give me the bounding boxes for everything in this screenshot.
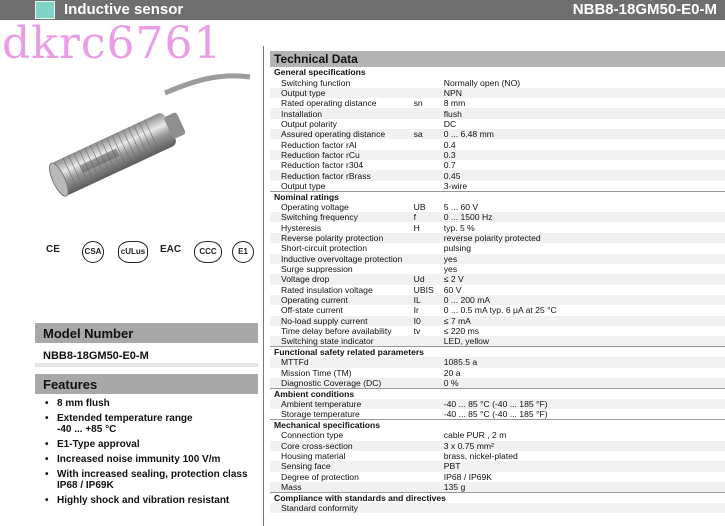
spec-row <box>270 482 725 493</box>
feature-item <box>45 454 258 465</box>
spec-label: Housing material <box>281 451 346 462</box>
spec-label: Core cross-section <box>270 441 414 451</box>
spec-value: 60 V <box>443 284 462 295</box>
spec-label: Output type <box>281 180 326 191</box>
spec-row <box>270 77 725 87</box>
spec-label: Operating current <box>270 295 414 305</box>
spec-row <box>270 212 725 222</box>
spec-row <box>270 430 725 440</box>
feature-text: Highly shock and vibration resistant <box>57 495 230 506</box>
spec-value: DC <box>443 118 457 129</box>
spec-category-title: Compliance with standards and directives <box>274 493 446 503</box>
spec-symbol <box>414 430 444 440</box>
spec-category-row <box>270 388 725 399</box>
product-model-title: NBB8-18GM50-E0-M <box>572 1 717 18</box>
spec-row <box>270 336 725 347</box>
spec-label: Assured operating distance <box>270 129 414 139</box>
spec-label: Mission Time (TM) <box>281 367 352 378</box>
features-section <box>35 374 258 510</box>
spec-row <box>270 108 725 118</box>
feature-text: -40 ... +85 °C <box>57 424 117 435</box>
feature-text: With increased sealing, protection class <box>57 469 248 480</box>
spec-label: Hysteresis <box>281 222 322 233</box>
spec-symbol <box>414 160 444 170</box>
model-number-section <box>35 323 258 367</box>
spec-label: Off-state current <box>281 305 343 316</box>
feature-item <box>45 495 258 506</box>
spec-row <box>270 451 725 461</box>
spec-value: 1085.5 a <box>444 357 725 367</box>
spec-label: Switching state indicator <box>270 336 414 347</box>
product-category-title: Inductive sensor <box>64 1 184 18</box>
spec-symbol <box>414 368 444 378</box>
spec-label: MTTFd <box>270 357 414 367</box>
spec-symbol: UBIS <box>413 284 434 295</box>
model-number-heading: Model Number <box>35 323 258 343</box>
feature-text: Increased noise immunity 100 V/m <box>57 454 221 465</box>
spec-symbol: sa <box>414 129 444 139</box>
feature-item <box>45 398 258 409</box>
technical-data-heading: Technical Data <box>270 51 725 67</box>
spec-value: brass, nickel-plated <box>443 451 518 462</box>
spec-label: Mass <box>270 482 414 493</box>
certification-logos <box>36 238 258 270</box>
spec-row <box>270 98 725 108</box>
spec-value: 0 ... 6.48 mm <box>444 129 725 139</box>
spec-label: Output type <box>270 88 414 98</box>
spec-category-title: Ambient conditions <box>274 388 355 399</box>
spec-symbol <box>414 119 444 129</box>
spec-label: Switching function <box>281 77 351 88</box>
model-number-value: NBB8-18GM50-E0-M <box>35 343 258 367</box>
spec-value: -40 ... 85 °C (-40 ... 185 °F) <box>444 399 725 409</box>
spec-row <box>270 264 725 274</box>
spec-value: ≤ 7 mA <box>444 316 725 326</box>
spec-row <box>270 357 725 367</box>
spec-category-row <box>270 67 725 77</box>
spec-value: ≤ 220 ms <box>443 326 480 337</box>
spec-row <box>270 181 725 192</box>
spec-symbol <box>414 150 444 160</box>
spec-value: 0.7 <box>443 160 456 171</box>
spec-value: 0 % <box>444 378 725 389</box>
spec-label: Ambient temperature <box>270 399 414 409</box>
csa-mark-icon: CSA <box>82 241 104 263</box>
spec-row <box>270 378 725 389</box>
spec-value: 5 ... 60 V <box>443 201 479 212</box>
spec-label: Reduction factor rBrass <box>270 170 414 180</box>
spec-label: Reduction factor rAl <box>281 139 357 150</box>
spec-symbol <box>414 170 444 180</box>
spec-value <box>444 503 725 513</box>
spec-value: yes <box>443 264 458 275</box>
spec-value: PBT <box>444 461 725 471</box>
spec-symbol <box>414 336 444 347</box>
spec-label: Output polarity <box>281 118 337 129</box>
spec-label: Time delay before availability <box>281 326 392 337</box>
spec-symbol <box>414 503 444 513</box>
feature-text: Extended temperature range <box>57 413 193 424</box>
spec-symbol <box>414 472 444 482</box>
spec-row <box>270 441 725 451</box>
spec-label: Reverse polarity protection <box>270 233 414 243</box>
spec-label: Short-circuit protection <box>281 243 367 254</box>
spec-value: 0 ... 200 mA <box>444 295 725 305</box>
spec-row <box>270 254 725 264</box>
technical-data-table <box>270 67 725 513</box>
spec-row <box>270 233 725 243</box>
spec-value: NPN <box>444 88 725 98</box>
spec-value: 0 ... 1500 Hz <box>444 212 725 222</box>
spec-label: Storage temperature <box>281 409 360 420</box>
culus-mark-icon: cULus <box>118 241 148 263</box>
spec-row <box>270 461 725 471</box>
spec-category-title: Nominal ratings <box>274 191 339 202</box>
spec-symbol: UB <box>413 201 426 212</box>
spec-symbol <box>414 441 444 451</box>
spec-row <box>270 409 725 420</box>
spec-value: reverse polarity protected <box>444 233 725 243</box>
spec-symbol <box>414 399 444 409</box>
feature-text: IP68 / IP69K <box>57 480 114 491</box>
spec-symbol: I0 <box>414 316 444 326</box>
spec-row <box>270 160 725 170</box>
spec-row <box>270 88 725 98</box>
spec-category-row <box>270 347 725 358</box>
spec-value: 3 x 0.75 mm² <box>444 441 725 451</box>
spec-category-title: Mechanical specifications <box>274 420 381 431</box>
technical-data-section <box>270 51 725 513</box>
spec-symbol <box>414 482 444 493</box>
spec-value: 3-wire <box>443 180 468 191</box>
spec-category-title: Functional safety related parameters <box>274 347 424 358</box>
spec-label: Standard conformity <box>270 503 414 513</box>
spec-symbol: Ud <box>414 274 444 284</box>
spec-symbol <box>414 139 444 149</box>
spec-row <box>270 503 725 513</box>
spec-symbol: H <box>413 222 420 233</box>
spec-value: IP68 / IP69K <box>443 471 493 482</box>
spec-row <box>270 129 725 139</box>
spec-symbol <box>414 409 444 420</box>
spec-row <box>270 243 725 253</box>
spec-category-row <box>270 191 725 202</box>
spec-label: Voltage drop <box>270 274 414 284</box>
spec-row <box>270 305 725 315</box>
spec-row <box>270 285 725 295</box>
spec-value: 0.4 <box>443 139 456 150</box>
spec-category-row <box>270 493 725 504</box>
spec-category-row <box>270 420 725 431</box>
spec-label: Operating voltage <box>281 201 349 212</box>
spec-symbol: sn <box>413 98 423 109</box>
spec-symbol: IL <box>414 295 444 305</box>
spec-symbol: f <box>414 212 444 222</box>
spec-label: Reduction factor rCu <box>270 150 414 160</box>
spec-symbol <box>414 378 444 389</box>
feature-text: 8 mm flush <box>57 398 110 409</box>
spec-row <box>270 399 725 409</box>
spec-value: 135 g <box>444 482 725 493</box>
sensor-product-image <box>45 55 255 215</box>
spec-value: pulsing <box>443 243 471 254</box>
spec-symbol <box>414 77 444 87</box>
ce-mark-icon: CE <box>46 244 60 255</box>
spec-label: Reduction factor r304 <box>281 160 364 171</box>
spec-symbol: tv <box>413 326 421 337</box>
ccc-mark-icon: CCC <box>194 241 222 263</box>
spec-symbol <box>414 108 444 118</box>
spec-symbol <box>414 233 444 243</box>
spec-value: 20 a <box>443 367 461 378</box>
spec-label: Installation <box>270 108 414 118</box>
spec-value: ≤ 2 V <box>444 274 725 284</box>
spec-symbol: Ir <box>413 305 419 316</box>
spec-row <box>270 316 725 326</box>
spec-row <box>270 326 725 336</box>
spec-symbol <box>414 264 444 274</box>
spec-label: Degree of protection <box>281 471 359 482</box>
spec-value: LED, yellow <box>444 336 725 347</box>
spec-value: flush <box>444 108 725 118</box>
spec-symbol <box>414 88 444 98</box>
spec-row <box>270 202 725 212</box>
spec-symbol <box>414 451 444 461</box>
brand-logo-icon <box>35 1 55 19</box>
spec-row <box>270 368 725 378</box>
spec-row <box>270 222 725 232</box>
e1-mark-icon: E1 <box>232 241 254 263</box>
spec-label: Sensing face <box>270 461 414 471</box>
spec-row <box>270 295 725 305</box>
features-list <box>35 394 258 506</box>
header-bar <box>0 0 725 20</box>
spec-label: No-load supply current <box>270 316 414 326</box>
feature-text: E1-Type approval <box>57 439 140 450</box>
watermark-text: dkrc6761 <box>2 18 223 69</box>
spec-row <box>270 139 725 149</box>
spec-symbol <box>414 254 444 264</box>
features-heading: Features <box>35 374 258 394</box>
spec-category-title: General specifications <box>274 67 366 78</box>
spec-label: Inductive overvoltage protection <box>270 254 414 264</box>
spec-value: yes <box>444 254 725 264</box>
spec-value: cable PUR , 2 m <box>443 430 507 441</box>
spec-value: 0 ... 0.5 mA typ. 6 μA at 25 °C <box>443 305 557 316</box>
spec-row <box>270 170 725 180</box>
spec-value: 8 mm <box>443 98 466 109</box>
spec-label: Switching frequency <box>270 212 414 222</box>
spec-value: Normally open (NO) <box>443 77 521 88</box>
spec-symbol <box>414 461 444 471</box>
spec-value: 0.45 <box>444 170 725 180</box>
eac-mark-icon: EAC <box>160 244 182 255</box>
spec-label: Connection type <box>281 430 344 441</box>
spec-value: 0.3 <box>444 150 725 160</box>
spec-row <box>270 274 725 284</box>
column-divider <box>263 46 264 526</box>
spec-row <box>270 472 725 482</box>
spec-value: -40 ... 85 °C (-40 ... 185 °F) <box>443 409 548 420</box>
feature-item <box>45 413 258 435</box>
spec-row <box>270 119 725 129</box>
feature-item <box>45 439 258 450</box>
spec-symbol <box>414 181 444 192</box>
spec-label: Rated operating distance <box>281 98 377 109</box>
spec-symbol <box>414 243 444 253</box>
spec-row <box>270 150 725 160</box>
feature-item <box>45 469 258 491</box>
spec-value: typ. 5 % <box>443 222 475 233</box>
spec-label: Surge suppression <box>281 264 353 275</box>
spec-label: Rated insulation voltage <box>281 284 373 295</box>
spec-label: Diagnostic Coverage (DC) <box>270 378 414 389</box>
spec-symbol <box>414 357 444 367</box>
